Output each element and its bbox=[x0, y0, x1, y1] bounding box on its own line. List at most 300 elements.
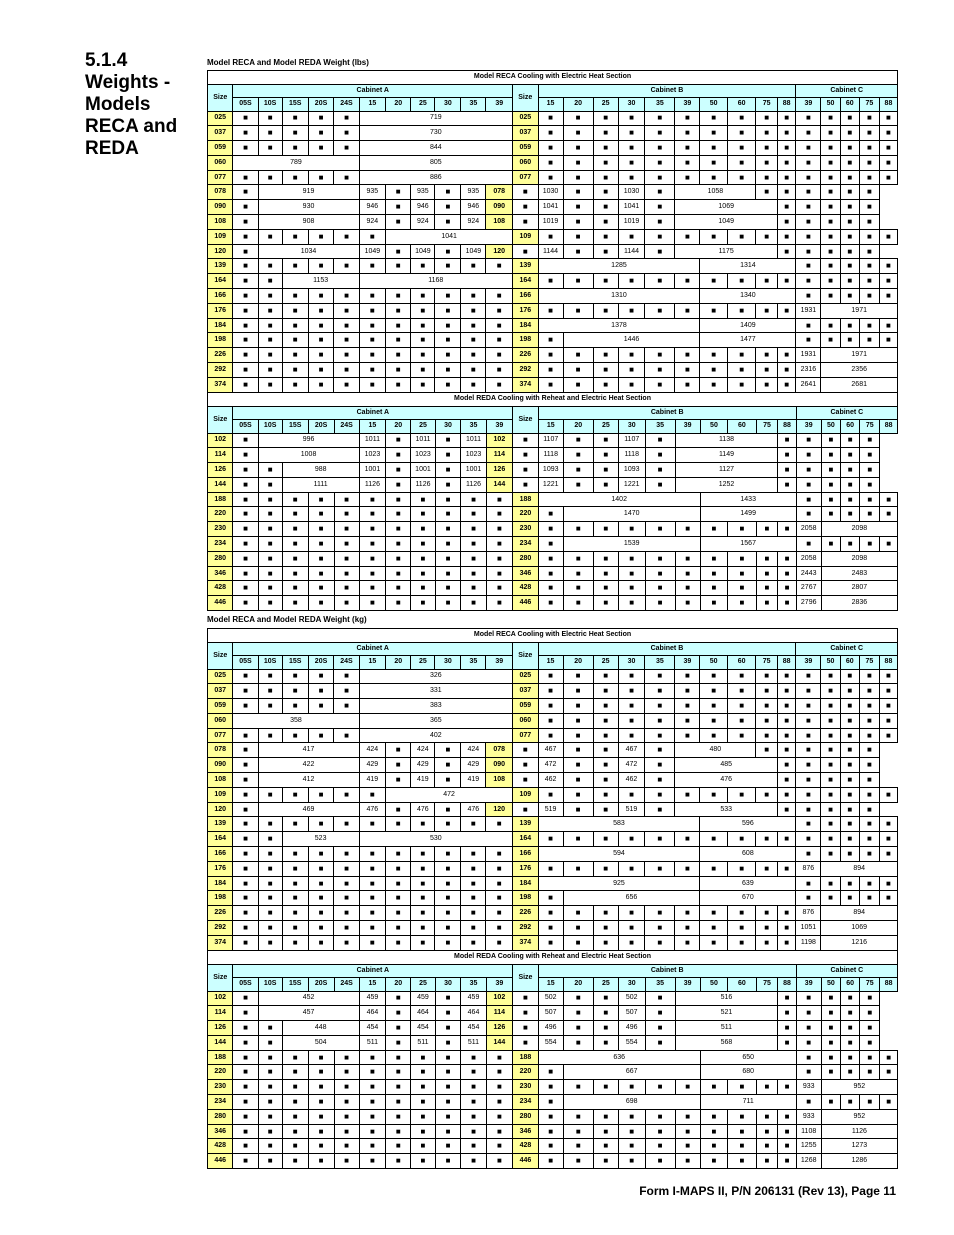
unavailable-mark: ■ bbox=[728, 1109, 756, 1124]
unavailable-mark: ■ bbox=[486, 537, 513, 552]
unavailable-mark: ■ bbox=[538, 581, 563, 596]
unavailable-mark: ■ bbox=[645, 1021, 675, 1036]
size-cell: 077 bbox=[208, 170, 233, 185]
unavailable-mark: ■ bbox=[308, 377, 334, 392]
size-cell: 234 bbox=[513, 1095, 538, 1110]
unavailable-mark: ■ bbox=[359, 229, 386, 244]
unavailable-mark: ■ bbox=[435, 1139, 461, 1154]
unavailable-mark: ■ bbox=[461, 1065, 486, 1080]
unavailable-mark: ■ bbox=[461, 1109, 486, 1124]
unavailable-mark: ■ bbox=[411, 891, 435, 906]
size-cell: 188 bbox=[513, 492, 538, 507]
unavailable-mark: ■ bbox=[840, 1095, 859, 1110]
unavailable-mark: ■ bbox=[486, 817, 513, 832]
size-cell: 292 bbox=[208, 363, 233, 378]
size-cell: 188 bbox=[513, 1050, 538, 1065]
unavailable-mark: ■ bbox=[282, 906, 308, 921]
table-row bbox=[208, 1139, 898, 1154]
size-cell: 346 bbox=[513, 566, 538, 581]
unavailable-mark: ■ bbox=[411, 537, 435, 552]
unavailable-mark: ■ bbox=[563, 348, 593, 363]
unavailable-mark: ■ bbox=[593, 170, 618, 185]
column-header: 75 bbox=[756, 978, 778, 992]
unavailable-mark: ■ bbox=[308, 596, 334, 611]
unavailable-mark: ■ bbox=[435, 448, 461, 463]
unavailable-mark: ■ bbox=[233, 847, 258, 862]
weight-value: 476 bbox=[359, 802, 386, 817]
unavailable-mark: ■ bbox=[258, 847, 282, 862]
unavailable-mark: ■ bbox=[593, 581, 618, 596]
unavailable-mark: ■ bbox=[282, 551, 308, 566]
unavailable-mark: ■ bbox=[308, 1065, 334, 1080]
unavailable-mark: ■ bbox=[860, 537, 880, 552]
unavailable-mark: ■ bbox=[796, 876, 821, 891]
unavailable-mark: ■ bbox=[435, 1050, 461, 1065]
unavailable-mark: ■ bbox=[461, 522, 486, 537]
unavailable-mark: ■ bbox=[778, 155, 796, 170]
unavailable-mark: ■ bbox=[796, 141, 821, 156]
unavailable-mark: ■ bbox=[756, 861, 778, 876]
table-row bbox=[208, 1080, 898, 1095]
weight-value: 2098 bbox=[821, 551, 897, 566]
column-header: 24S bbox=[334, 98, 359, 112]
unavailable-mark: ■ bbox=[821, 244, 840, 259]
unavailable-mark: ■ bbox=[675, 141, 700, 156]
unavailable-mark: ■ bbox=[563, 991, 593, 1006]
column-header: 20S bbox=[308, 656, 334, 670]
unavailable-mark: ■ bbox=[233, 728, 258, 743]
unavailable-mark: ■ bbox=[359, 596, 386, 611]
unavailable-mark: ■ bbox=[461, 1154, 486, 1169]
unavailable-mark: ■ bbox=[821, 289, 840, 304]
unavailable-mark: ■ bbox=[411, 348, 435, 363]
column-header: 25 bbox=[593, 420, 618, 434]
size-cell: 184 bbox=[208, 318, 233, 333]
unavailable-mark: ■ bbox=[538, 141, 563, 156]
unavailable-mark: ■ bbox=[359, 1124, 386, 1139]
weight-value: 457 bbox=[258, 1006, 359, 1021]
unavailable-mark: ■ bbox=[233, 1124, 258, 1139]
unavailable-mark: ■ bbox=[258, 289, 282, 304]
weight-table-reca-lbs bbox=[207, 70, 898, 393]
unavailable-mark: ■ bbox=[728, 1139, 756, 1154]
weight-value: 1019 bbox=[538, 215, 563, 230]
unavailable-mark: ■ bbox=[563, 773, 593, 788]
unavailable-mark: ■ bbox=[840, 669, 859, 684]
unavailable-mark: ■ bbox=[538, 906, 563, 921]
unavailable-mark: ■ bbox=[282, 596, 308, 611]
unavailable-mark: ■ bbox=[593, 377, 618, 392]
unavailable-mark: ■ bbox=[282, 492, 308, 507]
weight-value: 1069 bbox=[675, 200, 778, 215]
unavailable-mark: ■ bbox=[461, 492, 486, 507]
unavailable-mark: ■ bbox=[840, 787, 859, 802]
weight-value: 930 bbox=[258, 200, 359, 215]
unavailable-mark: ■ bbox=[258, 728, 282, 743]
table-row bbox=[208, 861, 898, 876]
weight-value: 1023 bbox=[359, 448, 386, 463]
unavailable-mark: ■ bbox=[840, 1065, 859, 1080]
unavailable-mark: ■ bbox=[700, 1154, 728, 1169]
unavailable-mark: ■ bbox=[282, 303, 308, 318]
weight-value: 1971 bbox=[821, 303, 898, 318]
unavailable-mark: ■ bbox=[563, 229, 593, 244]
weight-value: 1034 bbox=[258, 244, 359, 259]
column-header: 20 bbox=[563, 420, 593, 434]
unavailable-mark: ■ bbox=[563, 1154, 593, 1169]
unavailable-mark: ■ bbox=[258, 522, 282, 537]
unavailable-mark: ■ bbox=[796, 684, 821, 699]
unavailable-mark: ■ bbox=[308, 1139, 334, 1154]
unavailable-mark: ■ bbox=[282, 126, 308, 141]
table-row bbox=[208, 141, 898, 156]
unavailable-mark: ■ bbox=[334, 289, 359, 304]
unavailable-mark: ■ bbox=[538, 1065, 563, 1080]
unavailable-mark: ■ bbox=[461, 507, 486, 522]
unavailable-mark: ■ bbox=[461, 1050, 486, 1065]
unavailable-mark: ■ bbox=[778, 596, 796, 611]
table-row bbox=[208, 551, 898, 566]
unavailable-mark: ■ bbox=[308, 170, 334, 185]
unavailable-mark: ■ bbox=[675, 522, 700, 537]
unavailable-mark: ■ bbox=[756, 551, 778, 566]
size-cell: 037 bbox=[513, 684, 538, 699]
unavailable-mark: ■ bbox=[359, 363, 386, 378]
column-header: 60 bbox=[728, 978, 756, 992]
unavailable-mark: ■ bbox=[308, 861, 334, 876]
unavailable-mark: ■ bbox=[282, 507, 308, 522]
unavailable-mark: ■ bbox=[386, 1050, 411, 1065]
unavailable-mark: ■ bbox=[411, 581, 435, 596]
unavailable-mark: ■ bbox=[282, 935, 308, 950]
unavailable-mark: ■ bbox=[840, 492, 859, 507]
unavailable-mark: ■ bbox=[727, 303, 755, 318]
unavailable-mark: ■ bbox=[386, 1154, 411, 1169]
weight-value: 594 bbox=[538, 847, 700, 862]
table-row bbox=[208, 259, 898, 274]
unavailable-mark: ■ bbox=[486, 318, 513, 333]
table-row bbox=[208, 333, 898, 348]
column-header: 75 bbox=[860, 420, 880, 434]
unavailable-mark: ■ bbox=[645, 215, 675, 230]
unavailable-mark: ■ bbox=[233, 215, 258, 230]
size-cell: 090 bbox=[208, 200, 233, 215]
unavailable-mark: ■ bbox=[334, 348, 359, 363]
unavailable-mark: ■ bbox=[538, 551, 563, 566]
unavailable-mark: ■ bbox=[308, 699, 334, 714]
unavailable-mark: ■ bbox=[821, 728, 840, 743]
size-cell: 090 bbox=[486, 758, 513, 773]
unavailable-mark: ■ bbox=[308, 229, 334, 244]
unavailable-mark: ■ bbox=[859, 713, 879, 728]
unavailable-mark: ■ bbox=[386, 817, 411, 832]
unavailable-mark: ■ bbox=[258, 1035, 282, 1050]
unavailable-mark: ■ bbox=[859, 318, 879, 333]
unavailable-mark: ■ bbox=[435, 348, 461, 363]
unavailable-mark: ■ bbox=[233, 699, 258, 714]
column-header: 50 bbox=[700, 98, 728, 112]
unavailable-mark: ■ bbox=[645, 728, 675, 743]
weight-value: 1001 bbox=[411, 463, 435, 478]
unavailable-mark: ■ bbox=[538, 699, 563, 714]
unavailable-mark: ■ bbox=[513, 758, 538, 773]
weight-value: 429 bbox=[461, 758, 486, 773]
unavailable-mark: ■ bbox=[538, 669, 563, 684]
unavailable-mark: ■ bbox=[282, 111, 308, 126]
column-header: 39 bbox=[796, 98, 821, 112]
unavailable-mark: ■ bbox=[821, 1065, 840, 1080]
unavailable-mark: ■ bbox=[727, 832, 755, 847]
size-cell: 346 bbox=[208, 1124, 233, 1139]
unavailable-mark: ■ bbox=[840, 847, 859, 862]
cabinet-c-header: Cabinet C bbox=[796, 964, 897, 978]
unavailable-mark: ■ bbox=[618, 713, 645, 728]
unavailable-mark: ■ bbox=[563, 684, 593, 699]
size-cell: 120 bbox=[486, 802, 513, 817]
column-header: 35 bbox=[645, 98, 675, 112]
size-cell: 114 bbox=[486, 1006, 513, 1021]
unavailable-mark: ■ bbox=[461, 921, 486, 936]
unavailable-mark: ■ bbox=[538, 1124, 563, 1139]
unavailable-mark: ■ bbox=[700, 581, 728, 596]
weight-value: 1011 bbox=[411, 433, 435, 448]
unavailable-mark: ■ bbox=[796, 1006, 821, 1021]
unavailable-mark: ■ bbox=[233, 507, 258, 522]
unavailable-mark: ■ bbox=[700, 1139, 728, 1154]
unavailable-mark: ■ bbox=[756, 274, 778, 289]
cabinet-c-header: Cabinet C bbox=[796, 642, 898, 656]
weight-value: 1931 bbox=[796, 348, 821, 363]
table-row bbox=[208, 921, 898, 936]
unavailable-mark: ■ bbox=[840, 185, 859, 200]
unavailable-mark: ■ bbox=[859, 215, 879, 230]
unavailable-mark: ■ bbox=[727, 229, 755, 244]
unavailable-mark: ■ bbox=[258, 566, 282, 581]
unavailable-mark: ■ bbox=[778, 713, 796, 728]
unavailable-mark: ■ bbox=[308, 318, 334, 333]
table-row bbox=[208, 126, 898, 141]
weight-value: 464 bbox=[359, 1006, 386, 1021]
weight-value: 467 bbox=[538, 743, 563, 758]
unavailable-mark: ■ bbox=[461, 935, 486, 950]
unavailable-mark: ■ bbox=[486, 363, 513, 378]
unavailable-mark: ■ bbox=[796, 507, 821, 522]
unavailable-mark: ■ bbox=[359, 551, 386, 566]
unavailable-mark: ■ bbox=[821, 847, 840, 862]
unavailable-mark: ■ bbox=[840, 537, 859, 552]
unavailable-mark: ■ bbox=[486, 507, 513, 522]
size-cell: 144 bbox=[486, 1035, 513, 1050]
unavailable-mark: ■ bbox=[778, 1035, 796, 1050]
unavailable-mark: ■ bbox=[282, 333, 308, 348]
unavailable-mark: ■ bbox=[778, 477, 796, 492]
unavailable-mark: ■ bbox=[513, 743, 538, 758]
unavailable-mark: ■ bbox=[308, 551, 334, 566]
unavailable-mark: ■ bbox=[233, 333, 258, 348]
weight-value: 925 bbox=[538, 876, 700, 891]
unavailable-mark: ■ bbox=[461, 596, 486, 611]
unavailable-mark: ■ bbox=[756, 1154, 778, 1169]
unavailable-mark: ■ bbox=[386, 348, 411, 363]
column-header: 88 bbox=[778, 656, 796, 670]
unavailable-mark: ■ bbox=[840, 728, 859, 743]
unavailable-mark: ■ bbox=[461, 377, 486, 392]
unavailable-mark: ■ bbox=[282, 891, 308, 906]
column-header: 20 bbox=[386, 656, 411, 670]
unavailable-mark: ■ bbox=[840, 200, 859, 215]
unavailable-mark: ■ bbox=[233, 522, 258, 537]
weight-value: 1041 bbox=[386, 229, 513, 244]
unavailable-mark: ■ bbox=[461, 891, 486, 906]
column-header: 24S bbox=[334, 656, 359, 670]
unavailable-mark: ■ bbox=[513, 244, 538, 259]
section-title: Model REDA Cooling with Reheat and Electric Heat Section bbox=[208, 951, 898, 965]
unavailable-mark: ■ bbox=[821, 802, 840, 817]
unavailable-mark: ■ bbox=[756, 713, 778, 728]
unavailable-mark: ■ bbox=[233, 1154, 258, 1169]
unavailable-mark: ■ bbox=[756, 832, 778, 847]
unavailable-mark: ■ bbox=[233, 111, 258, 126]
unavailable-mark: ■ bbox=[618, 566, 645, 581]
unavailable-mark: ■ bbox=[386, 891, 411, 906]
unavailable-mark: ■ bbox=[435, 537, 461, 552]
unavailable-mark: ■ bbox=[593, 1139, 618, 1154]
unavailable-mark: ■ bbox=[308, 1080, 334, 1095]
unavailable-mark: ■ bbox=[840, 699, 859, 714]
weight-value: 1446 bbox=[563, 333, 700, 348]
unavailable-mark: ■ bbox=[386, 318, 411, 333]
unavailable-mark: ■ bbox=[593, 463, 618, 478]
unavailable-mark: ■ bbox=[879, 684, 897, 699]
unavailable-mark: ■ bbox=[778, 1154, 796, 1169]
unavailable-mark: ■ bbox=[821, 507, 840, 522]
unavailable-mark: ■ bbox=[756, 185, 778, 200]
unavailable-mark: ■ bbox=[563, 170, 593, 185]
unavailable-mark: ■ bbox=[334, 699, 359, 714]
weight-value: 1011 bbox=[461, 433, 486, 448]
unavailable-mark: ■ bbox=[386, 1080, 411, 1095]
unavailable-mark: ■ bbox=[840, 259, 859, 274]
weight-value: 1093 bbox=[538, 463, 563, 478]
weight-value: 1049 bbox=[675, 215, 778, 230]
table-row bbox=[208, 758, 898, 773]
unavailable-mark: ■ bbox=[840, 891, 859, 906]
weight-value: 1041 bbox=[538, 200, 563, 215]
unavailable-mark: ■ bbox=[756, 377, 778, 392]
unavailable-mark: ■ bbox=[334, 333, 359, 348]
unavailable-mark: ■ bbox=[593, 274, 618, 289]
unavailable-mark: ■ bbox=[618, 377, 645, 392]
unavailable-mark: ■ bbox=[411, 596, 435, 611]
unavailable-mark: ■ bbox=[513, 463, 538, 478]
unavailable-mark: ■ bbox=[645, 244, 675, 259]
unavailable-mark: ■ bbox=[386, 185, 411, 200]
unavailable-mark: ■ bbox=[282, 699, 308, 714]
unavailable-mark: ■ bbox=[386, 477, 411, 492]
unavailable-mark: ■ bbox=[778, 728, 796, 743]
unavailable-mark: ■ bbox=[538, 684, 563, 699]
weight-value: 1314 bbox=[700, 259, 796, 274]
unavailable-mark: ■ bbox=[859, 847, 879, 862]
heading-line: RECA and bbox=[85, 116, 178, 137]
unavailable-mark: ■ bbox=[486, 1124, 513, 1139]
size-cell: 184 bbox=[513, 876, 538, 891]
table-row bbox=[208, 728, 898, 743]
unavailable-mark: ■ bbox=[879, 274, 897, 289]
unavailable-mark: ■ bbox=[727, 713, 755, 728]
weight-value: 1285 bbox=[538, 259, 700, 274]
unavailable-mark: ■ bbox=[386, 1124, 411, 1139]
unavailable-mark: ■ bbox=[411, 318, 435, 333]
unavailable-mark: ■ bbox=[334, 229, 359, 244]
unavailable-mark: ■ bbox=[778, 348, 796, 363]
unavailable-mark: ■ bbox=[645, 463, 675, 478]
unavailable-mark: ■ bbox=[796, 802, 821, 817]
unavailable-mark: ■ bbox=[334, 377, 359, 392]
unavailable-mark: ■ bbox=[435, 921, 461, 936]
unavailable-mark: ■ bbox=[879, 259, 897, 274]
unavailable-mark: ■ bbox=[513, 1035, 538, 1050]
column-header: 20 bbox=[563, 656, 593, 670]
unavailable-mark: ■ bbox=[593, 363, 618, 378]
unavailable-mark: ■ bbox=[778, 126, 796, 141]
size-cell: 428 bbox=[208, 581, 233, 596]
weight-value: 511 bbox=[359, 1035, 386, 1050]
unavailable-mark: ■ bbox=[840, 991, 859, 1006]
unavailable-mark: ■ bbox=[645, 787, 675, 802]
unavailable-mark: ■ bbox=[840, 289, 859, 304]
unavailable-mark: ■ bbox=[728, 522, 756, 537]
caption-lbs: Model RECA and Model REDA Weight (lbs) bbox=[207, 58, 369, 67]
unavailable-mark: ■ bbox=[700, 728, 728, 743]
unavailable-mark: ■ bbox=[386, 743, 411, 758]
unavailable-mark: ■ bbox=[359, 348, 386, 363]
unavailable-mark: ■ bbox=[675, 699, 700, 714]
unavailable-mark: ■ bbox=[282, 318, 308, 333]
unavailable-mark: ■ bbox=[486, 377, 513, 392]
unavailable-mark: ■ bbox=[411, 333, 435, 348]
unavailable-mark: ■ bbox=[334, 1095, 359, 1110]
unavailable-mark: ■ bbox=[618, 921, 645, 936]
unavailable-mark: ■ bbox=[675, 126, 700, 141]
weight-value: 667 bbox=[563, 1065, 700, 1080]
unavailable-mark: ■ bbox=[618, 861, 645, 876]
weight-value: 894 bbox=[821, 906, 898, 921]
weight-value: 2058 bbox=[796, 522, 821, 537]
column-header: 10S bbox=[258, 978, 282, 992]
unavailable-mark: ■ bbox=[486, 906, 513, 921]
weight-value: 1433 bbox=[700, 492, 796, 507]
unavailable-mark: ■ bbox=[386, 773, 411, 788]
size-cell: 280 bbox=[513, 1109, 538, 1124]
unavailable-mark: ■ bbox=[796, 817, 821, 832]
unavailable-mark: ■ bbox=[880, 507, 898, 522]
weight-value: 419 bbox=[461, 773, 486, 788]
unavailable-mark: ■ bbox=[308, 1109, 334, 1124]
column-header: 25 bbox=[593, 978, 618, 992]
unavailable-mark: ■ bbox=[840, 111, 859, 126]
unavailable-mark: ■ bbox=[840, 817, 859, 832]
unavailable-mark: ■ bbox=[308, 1095, 334, 1110]
unavailable-mark: ■ bbox=[563, 200, 593, 215]
size-cell: 164 bbox=[513, 832, 538, 847]
size-cell: 226 bbox=[208, 348, 233, 363]
table-row bbox=[208, 318, 898, 333]
unavailable-mark: ■ bbox=[538, 787, 563, 802]
size-cell: 102 bbox=[208, 433, 233, 448]
size-cell: 234 bbox=[208, 1095, 233, 1110]
unavailable-mark: ■ bbox=[821, 773, 840, 788]
